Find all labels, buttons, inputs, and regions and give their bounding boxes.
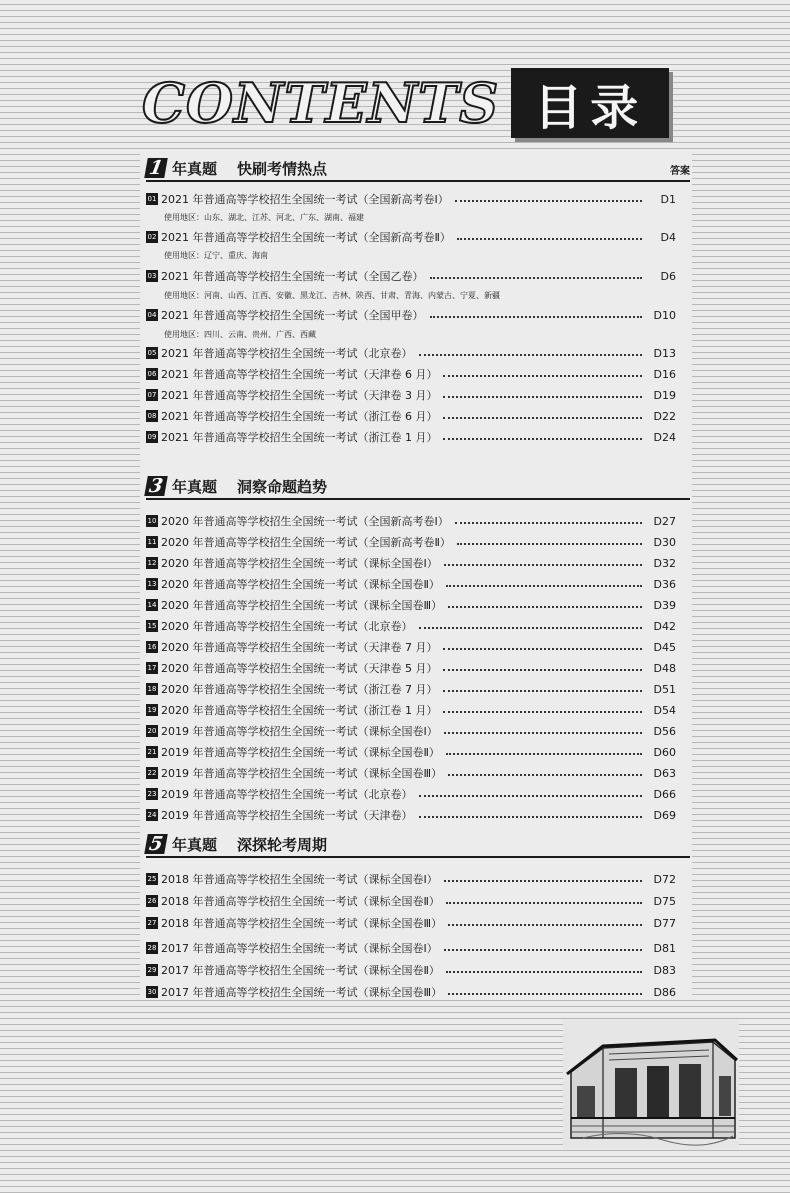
dot-leader: [444, 732, 642, 734]
entry-title: 2021 年普通高等学校招生全国统一考试（全国新高考卷Ⅰ）: [161, 193, 449, 206]
entry-title: 2020 年普通高等学校招生全国统一考试（浙江卷 7 月）: [161, 683, 438, 696]
entry-title: 2017 年普通高等学校招生全国统一考试（课标全国卷Ⅲ）: [161, 986, 443, 999]
dot-leader: [448, 606, 642, 608]
toc-entry[interactable]: [146, 638, 676, 656]
entry-number-badge: 20: [147, 727, 157, 735]
entry-title: 2021 年普通高等学校招生全国统一考试（浙江卷 1 月）: [161, 431, 438, 444]
dot-leader: [419, 816, 643, 818]
entry-number-badge: 06: [147, 370, 157, 378]
toc-entry[interactable]: [146, 680, 676, 698]
entry-region: 使用地区：辽宁、重庆、海南: [164, 251, 268, 260]
entry-number-badge: 18: [147, 685, 157, 693]
entry-number-badge: 24: [147, 811, 157, 819]
toc-entry[interactable]: [146, 743, 676, 761]
entry-number-badge: 26: [147, 897, 157, 905]
entry-page: D66: [653, 787, 676, 801]
entry-page: D32: [653, 556, 676, 570]
entry-title: 2017 年普通高等学校招生全国统一考试（课标全国卷Ⅰ）: [161, 942, 438, 955]
dot-leader: [446, 971, 642, 973]
entry-number-badge: 13: [147, 580, 157, 588]
toc-entry[interactable]: [146, 983, 676, 1001]
toc-entry[interactable]: [146, 554, 676, 572]
section-heading: [146, 474, 690, 500]
entry-number-badge: 22: [147, 769, 157, 777]
dot-leader: [443, 669, 642, 671]
toc-entry[interactable]: [146, 806, 676, 824]
toc-entry[interactable]: [146, 659, 676, 677]
toc-entry[interactable]: [146, 365, 676, 383]
entry-region: 使用地区：四川、云南、贵州、广西、西藏: [164, 330, 316, 339]
entry-page: D75: [653, 894, 676, 908]
toc-entry[interactable]: [146, 764, 676, 782]
entry-page: D81: [653, 941, 676, 955]
entry-region: 使用地区：山东、湖北、江苏、河北、广东、湖南、福建: [164, 213, 364, 222]
dot-leader: [430, 316, 643, 318]
building-sketch-illustration: [563, 1020, 739, 1150]
answer-column-label: 答案: [670, 166, 690, 177]
dot-leader: [455, 522, 642, 524]
toc-entry[interactable]: [146, 892, 676, 910]
section-number: 1: [144, 158, 168, 178]
entry-number-badge: 29: [147, 966, 157, 974]
entry-page: D69: [653, 808, 676, 822]
dot-leader: [419, 795, 643, 797]
toc-entry[interactable]: [146, 190, 676, 208]
dot-leader: [443, 396, 642, 398]
entry-title: 2020 年普通高等学校招生全国统一考试（天津卷 5 月）: [161, 662, 438, 675]
entry-number-badge: 07: [147, 391, 157, 399]
entry-title: 2019 年普通高等学校招生全国统一考试（课标全国卷Ⅱ）: [161, 746, 440, 759]
entry-number-badge: 04: [147, 311, 157, 319]
dot-leader: [444, 564, 642, 566]
entry-page: D51: [653, 682, 676, 696]
entry-title: 2019 年普通高等学校招生全国统一考试（课标全国卷Ⅲ）: [161, 767, 443, 780]
entry-page: D4: [660, 230, 676, 244]
entry-page: D1: [660, 192, 676, 206]
section-subtitle: 快刷考情热点: [237, 160, 328, 178]
entry-title: 2017 年普通高等学校招生全国统一考试（课标全国卷Ⅱ）: [161, 964, 440, 977]
entry-page: D13: [653, 346, 676, 360]
dot-leader: [443, 648, 642, 650]
toc-entry[interactable]: [146, 407, 676, 425]
toc-entry[interactable]: [146, 596, 676, 614]
entry-page: D60: [653, 745, 676, 759]
entry-number-badge: 02: [147, 233, 157, 241]
entry-page: D22: [653, 409, 676, 423]
dot-leader: [444, 880, 642, 882]
entry-title: 2019 年普通高等学校招生全国统一考试（北京卷）: [161, 788, 413, 801]
entry-number-badge: 12: [147, 559, 157, 567]
section-subtitle: 洞察命题趋势: [237, 478, 328, 496]
entry-page: D56: [653, 724, 676, 738]
entry-page: D39: [653, 598, 676, 612]
table-of-contents: [140, 150, 692, 998]
toc-entry[interactable]: [146, 575, 676, 593]
entry-page: D36: [653, 577, 676, 591]
dot-leader: [446, 753, 642, 755]
toc-entry[interactable]: [146, 701, 676, 719]
toc-entry[interactable]: [146, 914, 676, 932]
section-number: 5: [144, 834, 168, 854]
entry-page: D24: [653, 430, 676, 444]
entry-title: 2020 年普通高等学校招生全国统一考试（课标全国卷Ⅱ）: [161, 578, 440, 591]
entry-title: 2020 年普通高等学校招生全国统一考试（课标全国卷Ⅰ）: [161, 557, 438, 570]
entry-number-badge: 14: [147, 601, 157, 609]
page-header: [142, 62, 690, 144]
dot-leader: [457, 543, 642, 545]
entry-title: 2021 年普通高等学校招生全国统一考试（全国甲卷）: [161, 309, 424, 322]
toc-entry[interactable]: [146, 939, 676, 957]
dot-leader: [448, 774, 642, 776]
entry-title: 2020 年普通高等学校招生全国统一考试（全国新高考卷Ⅱ）: [161, 536, 451, 549]
entry-page: D48: [653, 661, 676, 675]
dot-leader: [448, 993, 642, 995]
entry-number-badge: 19: [147, 706, 157, 714]
entry-page: D16: [653, 367, 676, 381]
entry-page: D72: [653, 872, 676, 886]
toc-entry[interactable]: [146, 722, 676, 740]
entry-number-badge: 16: [147, 643, 157, 651]
section-heading: [146, 156, 690, 182]
dot-leader: [455, 200, 642, 202]
entry-title: 2020 年普通高等学校招生全国统一考试（课标全国卷Ⅲ）: [161, 599, 443, 612]
toc-entry[interactable]: [146, 785, 676, 803]
entry-number-badge: 05: [147, 349, 157, 357]
dot-leader: [443, 438, 642, 440]
entry-title: 2019 年普通高等学校招生全国统一考试（课标全国卷Ⅰ）: [161, 725, 438, 738]
entry-page: D77: [653, 916, 676, 930]
dot-leader: [446, 902, 642, 904]
entry-title: 2018 年普通高等学校招生全国统一考试（课标全国卷Ⅱ）: [161, 895, 440, 908]
toc-entry[interactable]: [146, 228, 676, 246]
entry-title: 2021 年普通高等学校招生全国统一考试（天津卷 3 月）: [161, 389, 438, 402]
toc-entry[interactable]: [146, 306, 676, 324]
dot-leader: [443, 690, 642, 692]
section-number: 3: [144, 476, 168, 496]
toc-entry[interactable]: [146, 386, 676, 404]
entry-number-badge: 28: [147, 944, 157, 952]
entry-number-badge: 09: [147, 433, 157, 441]
entry-number-badge: 30: [147, 988, 157, 996]
toc-entry[interactable]: [146, 961, 676, 979]
entry-title: 2020 年普通高等学校招生全国统一考试（浙江卷 1 月）: [161, 704, 438, 717]
dot-leader: [443, 417, 642, 419]
entry-title: 2021 年普通高等学校招生全国统一考试（天津卷 6 月）: [161, 368, 438, 381]
entry-number-badge: 21: [147, 748, 157, 756]
entry-page: D54: [653, 703, 676, 717]
entry-title: 2018 年普通高等学校招生全国统一考试（课标全国卷Ⅰ）: [161, 873, 438, 886]
entry-title: 2018 年普通高等学校招生全国统一考试（课标全国卷Ⅲ）: [161, 917, 443, 930]
entry-title: 2021 年普通高等学校招生全国统一考试（全国新高考卷Ⅱ）: [161, 231, 451, 244]
toc-entry[interactable]: [146, 533, 676, 551]
entry-page: D45: [653, 640, 676, 654]
entry-title: 2020 年普通高等学校招生全国统一考试（北京卷）: [161, 620, 413, 633]
dot-leader: [419, 627, 643, 629]
entry-title: 2020 年普通高等学校招生全国统一考试（天津卷 7 月）: [161, 641, 438, 654]
entry-title: 2021 年普通高等学校招生全国统一考试（北京卷）: [161, 347, 413, 360]
entry-number-badge: 15: [147, 622, 157, 630]
dot-leader: [419, 354, 643, 356]
entry-number-badge: 27: [147, 919, 157, 927]
dot-leader: [457, 238, 642, 240]
dot-leader: [444, 949, 642, 951]
entry-title: 2021 年普通高等学校招生全国统一考试（浙江卷 6 月）: [161, 410, 438, 423]
entry-number-badge: 23: [147, 790, 157, 798]
section-heading: [146, 832, 690, 858]
toc-entry[interactable]: [146, 617, 676, 635]
entry-number-badge: 10: [147, 517, 157, 525]
section-subtitle: 深探轮考周期: [237, 836, 328, 854]
entry-page: D83: [653, 963, 676, 977]
entry-number-badge: 03: [147, 272, 157, 280]
page-title: 目录: [511, 68, 669, 138]
toc-entry[interactable]: [146, 512, 676, 530]
entry-page: D42: [653, 619, 676, 633]
entry-number-badge: 08: [147, 412, 157, 420]
entry-title: 2021 年普通高等学校招生全国统一考试（全国乙卷）: [161, 270, 424, 283]
toc-entry[interactable]: [146, 344, 676, 362]
section-title: 年真题: [172, 478, 218, 496]
entry-number-badge: 17: [147, 664, 157, 672]
entry-number-badge: 25: [147, 875, 157, 883]
entry-title: 2020 年普通高等学校招生全国统一考试（全国新高考卷Ⅰ）: [161, 515, 449, 528]
entry-page: D30: [653, 535, 676, 549]
toc-entry[interactable]: [146, 428, 676, 446]
entry-page: D63: [653, 766, 676, 780]
entry-page: D19: [653, 388, 676, 402]
entry-title: 2019 年普通高等学校招生全国统一考试（天津卷）: [161, 809, 413, 822]
dot-leader: [443, 711, 642, 713]
contents-heading: CONTENTS: [142, 71, 500, 135]
entry-region: 使用地区：河南、山西、江西、安徽、黑龙江、吉林、陕西、甘肃、青海、内蒙古、宁夏、新疆: [164, 291, 500, 300]
entry-page: D6: [660, 269, 676, 283]
entry-number-badge: 11: [147, 538, 157, 546]
dot-leader: [443, 375, 642, 377]
toc-entry[interactable]: [146, 267, 676, 285]
section-title: 年真题: [172, 836, 218, 854]
dot-leader: [448, 924, 642, 926]
toc-entry[interactable]: [146, 870, 676, 888]
section-title: 年真题: [172, 160, 218, 178]
entry-page: D10: [653, 308, 676, 322]
entry-page: D86: [653, 985, 676, 999]
entry-number-badge: 01: [147, 195, 157, 203]
entry-page: D27: [653, 514, 676, 528]
dot-leader: [430, 277, 643, 279]
dot-leader: [446, 585, 642, 587]
